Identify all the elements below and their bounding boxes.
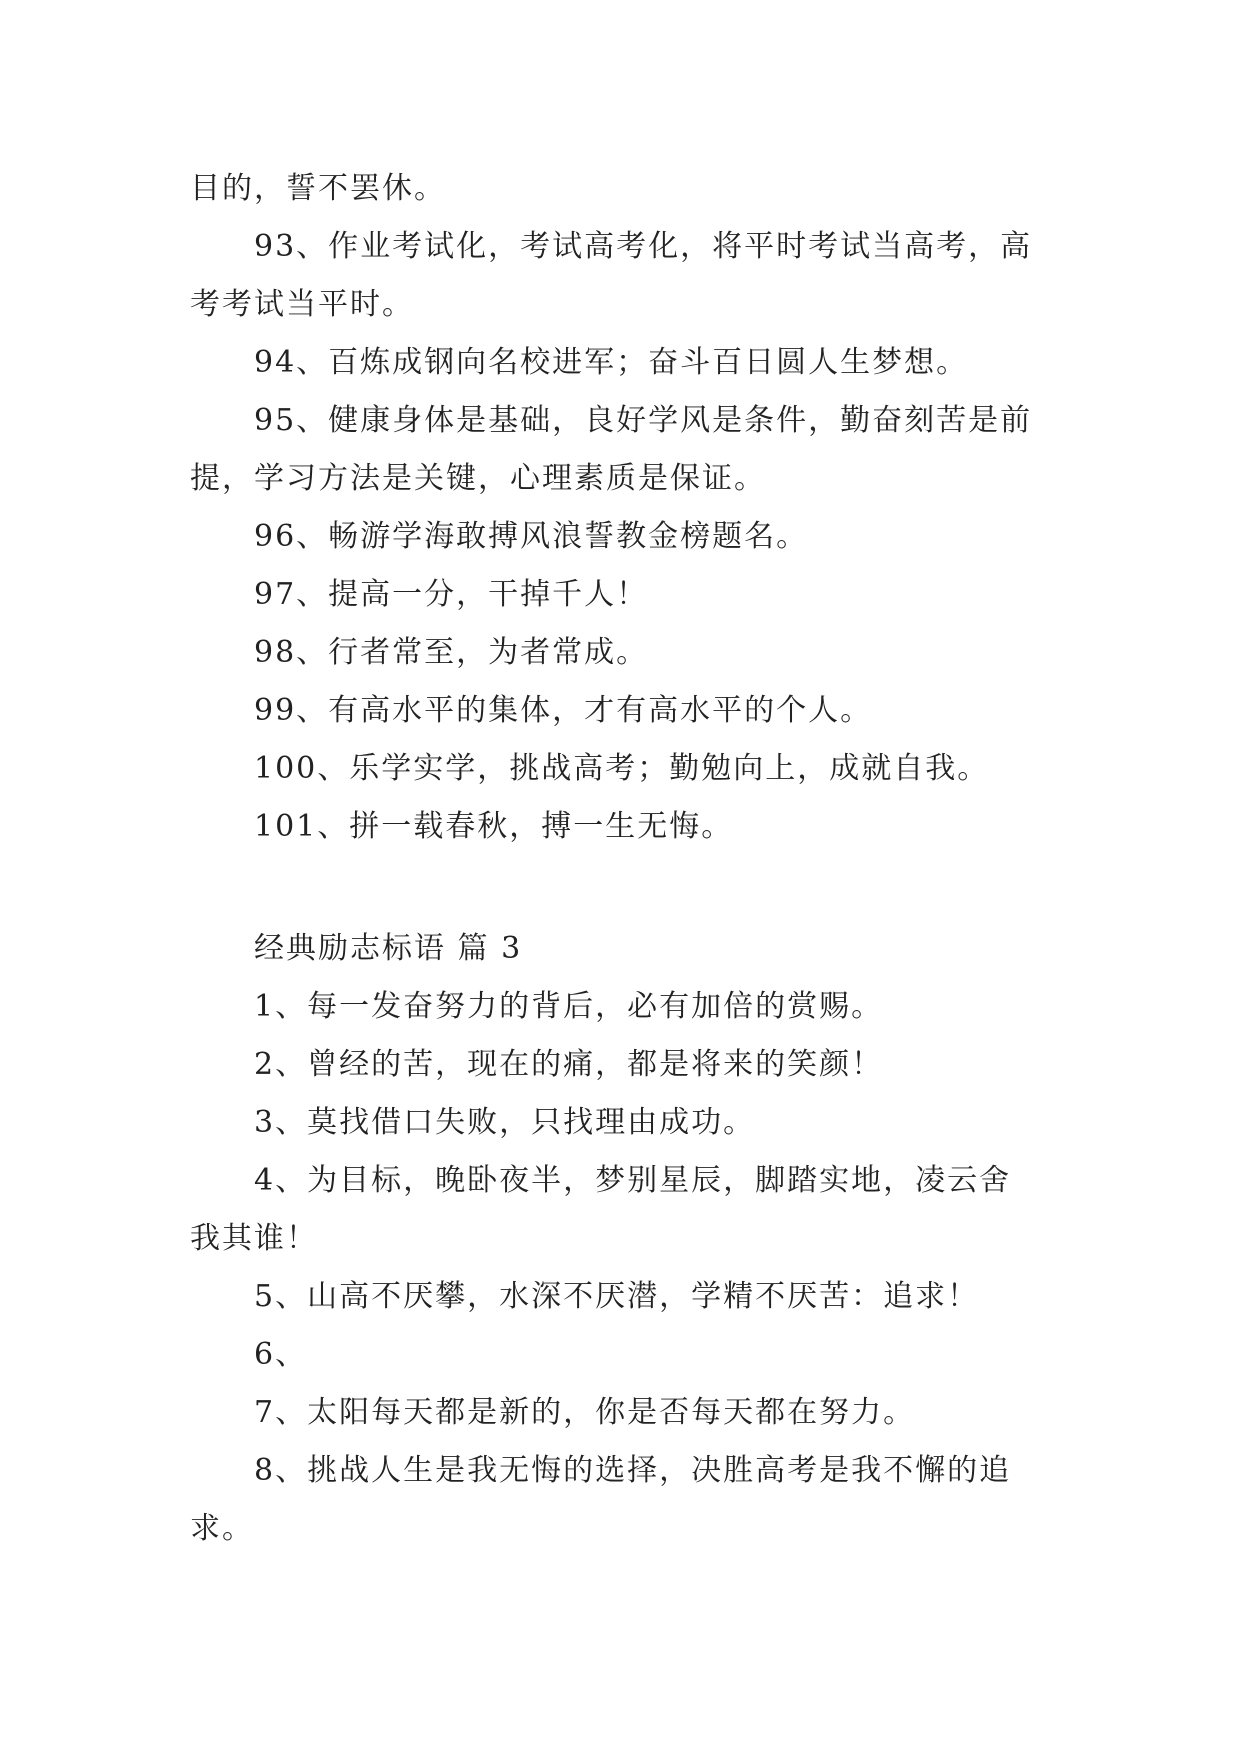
text-line: 求。 (190, 1511, 254, 1546)
slogan-1: 1、每一发奋努力的背后，必有加倍的赏赐。 (254, 989, 884, 1024)
slogan-96: 96、畅游学海敢搏风浪誓教金榜题名。 (254, 519, 809, 554)
slogan-98: 98、行者常至，为者常成。 (254, 635, 649, 670)
slogan-94: 94、百炼成钢向名校进军；奋斗百日圆人生梦想。 (254, 345, 969, 380)
text-line: 考考试当平时。 (190, 287, 414, 322)
slogan-4: 4、为目标，晚卧夜半，梦别星辰，脚踏实地，凌云舍 (254, 1163, 1012, 1198)
slogan-5: 5、山高不厌攀，水深不厌潜，学精不厌苦：追求！ (254, 1279, 980, 1314)
text-line: 目的，誓不罢休。 (190, 171, 446, 206)
slogan-7: 7、太阳每天都是新的，你是否每天都在努力。 (254, 1395, 916, 1430)
slogan-93: 93、作业考试化，考试高考化，将平时考试当高考，高 (254, 229, 1033, 264)
slogan-6: 6、 (254, 1337, 308, 1372)
slogan-95: 95、健康身体是基础，良好学风是条件，勤奋刻苦是前 (254, 403, 1033, 438)
document-body (190, 160, 1060, 1558)
slogan-101: 101、拼一载春秋，搏一生无悔。 (254, 809, 734, 844)
text-line: 我其谁！ (190, 1221, 318, 1256)
slogan-2: 2、曾经的苦，现在的痛，都是将来的笑颜！ (254, 1047, 884, 1082)
section-gap (190, 856, 1060, 920)
slogan-99: 99、有高水平的集体，才有高水平的个人。 (254, 693, 873, 728)
slogan-8: 8、挑战人生是我无悔的选择，决胜高考是我不懈的追 (254, 1453, 1012, 1488)
text-line: 提，学习方法是关键，心理素质是保证。 (190, 461, 766, 496)
section-heading: 经典励志标语 篇 3 (254, 931, 523, 966)
slogan-100: 100、乐学实学，挑战高考；勤勉向上，成就自我。 (254, 751, 990, 786)
slogan-3: 3、莫找借口失败，只找理由成功。 (254, 1105, 756, 1140)
slogan-97: 97、提高一分，干掉千人！ (254, 577, 649, 612)
